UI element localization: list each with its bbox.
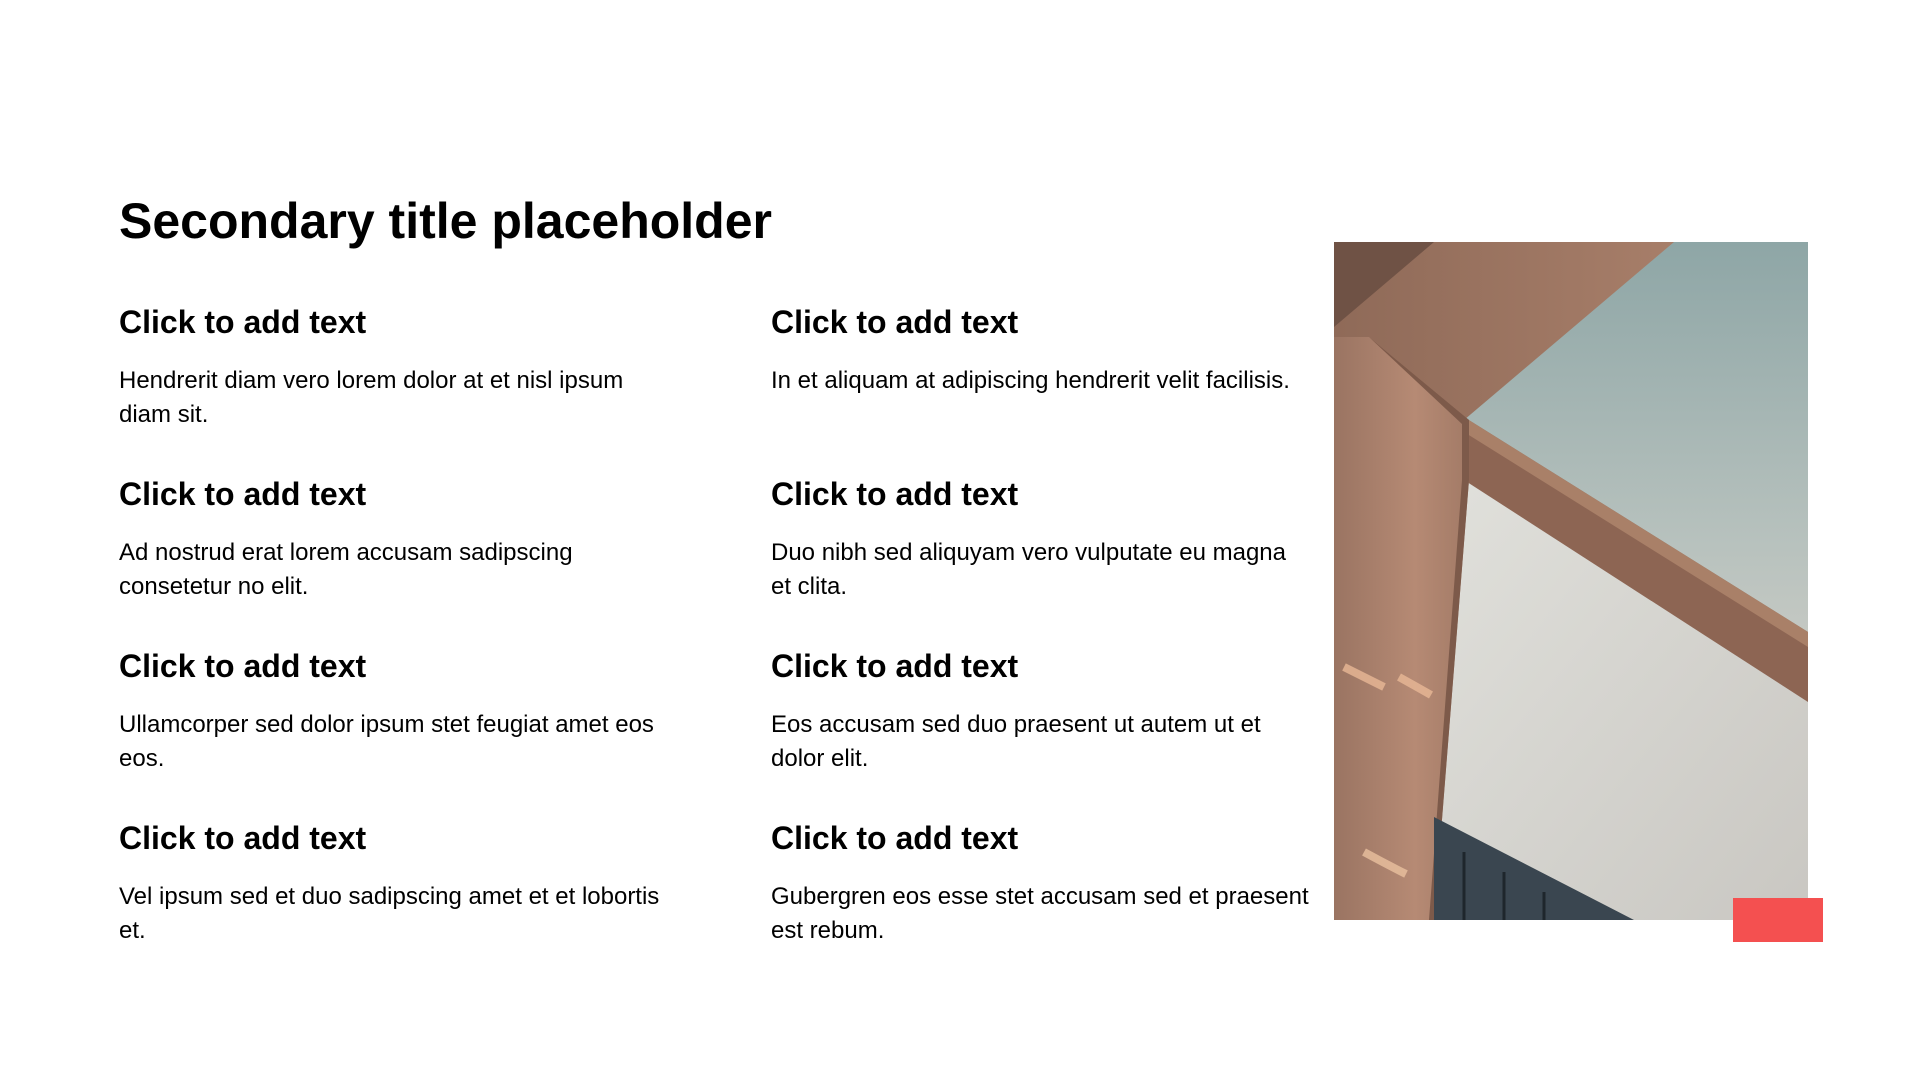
text-block-body[interactable]: Vel ipsum sed et duo sadipscing amet et et lobortis et. xyxy=(119,883,660,944)
text-block-heading[interactable]: Click to add text xyxy=(771,648,1019,684)
text-block-heading[interactable]: Click to add text xyxy=(119,476,367,512)
accent-block xyxy=(1733,898,1823,942)
text-block-body[interactable]: Eos accusam sed duo praesent ut autem ut et dolor elit. xyxy=(771,711,1261,772)
text-block-1[interactable] xyxy=(119,302,679,432)
text-block-body[interactable]: Ad nostrud erat lorem accusam sadipscing consetetur no elit. xyxy=(119,539,573,600)
text-block-heading[interactable]: Click to add text xyxy=(771,304,1019,340)
text-block-6[interactable] xyxy=(771,646,1311,776)
text-block-3[interactable] xyxy=(119,474,679,604)
text-block-2[interactable] xyxy=(771,302,1311,398)
text-block-heading[interactable]: Click to add text xyxy=(119,648,367,684)
text-block-4[interactable] xyxy=(771,474,1311,604)
text-block-body[interactable]: Ullamcorper sed dolor ipsum stet feugiat amet eos eos. xyxy=(119,711,654,772)
text-block-7[interactable] xyxy=(119,818,679,948)
text-block-heading[interactable]: Click to add text xyxy=(119,304,367,340)
text-block-body[interactable]: Gubergren eos esse stet accusam sed et praesent est rebum. xyxy=(771,883,1309,944)
architecture-photo-drawing xyxy=(1334,242,1808,920)
text-block-5[interactable] xyxy=(119,646,679,776)
text-block-heading[interactable]: Click to add text xyxy=(771,476,1019,512)
text-block-heading[interactable]: Click to add text xyxy=(119,820,367,856)
text-block-heading[interactable]: Click to add text xyxy=(771,820,1019,856)
slide-title[interactable]: Secondary title placeholder xyxy=(119,193,772,249)
text-block-body[interactable]: Duo nibh sed aliquyam vero vulputate eu magna et clita. xyxy=(771,539,1286,600)
text-block-8[interactable] xyxy=(771,818,1311,948)
architecture-photo[interactable] xyxy=(1334,242,1808,920)
text-block-body[interactable]: Hendrerit diam vero lorem dolor at et nisl ipsum diam sit. xyxy=(119,367,624,428)
text-block-body[interactable]: In et aliquam at adipiscing hendrerit velit facilisis. xyxy=(771,367,1290,394)
